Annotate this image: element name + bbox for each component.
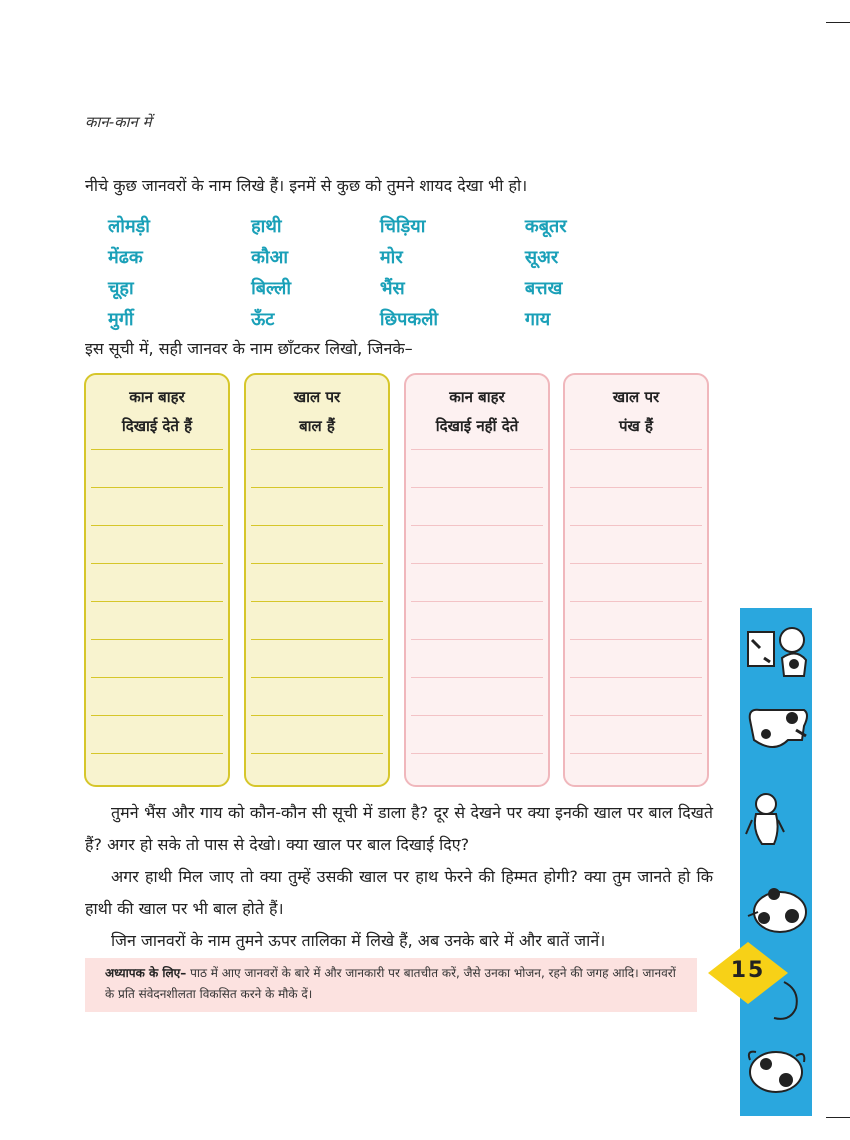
animal-row <box>108 303 668 334</box>
writing-line[interactable] <box>411 639 543 640</box>
animal-row <box>108 241 668 272</box>
writing-line[interactable] <box>411 753 543 754</box>
column-header: खाल पर बाल हैं <box>293 388 341 435</box>
writing-line[interactable] <box>570 601 702 602</box>
writing-line[interactable] <box>91 525 223 526</box>
animal-name: कौआ <box>251 246 288 268</box>
animal-row <box>108 272 668 303</box>
writing-line[interactable] <box>411 677 543 678</box>
writing-line[interactable] <box>251 639 383 640</box>
teacher-note <box>85 958 697 1012</box>
paragraph-3: जिन जानवरों के नाम तुमने ऊपर तालिका में लिखे हैं, अब उनके बारे में और बातें जानें। <box>111 931 606 950</box>
writing-line[interactable] <box>570 715 702 716</box>
writing-line[interactable] <box>91 449 223 450</box>
animal-name: चूहा <box>108 277 134 299</box>
column-ears-not-visible <box>404 373 550 787</box>
writing-line[interactable] <box>91 753 223 754</box>
animal-name: छिपकली <box>379 308 439 330</box>
chapter-title: कान-कान में <box>85 113 152 131</box>
cow-doodle-icon <box>744 700 810 762</box>
writing-line[interactable] <box>251 677 383 678</box>
animal-name: कबूतर <box>524 215 567 237</box>
cow-doodle-icon <box>744 618 810 680</box>
cow-doodle-icon <box>744 1040 810 1102</box>
writing-line[interactable] <box>251 449 383 450</box>
writing-line[interactable] <box>411 601 543 602</box>
writing-line[interactable] <box>411 525 543 526</box>
writing-line[interactable] <box>251 525 383 526</box>
column-feathers-on-skin <box>563 373 709 787</box>
animal-name: हाथी <box>251 215 282 237</box>
animal-name: भैंस <box>379 277 405 299</box>
animal-name: बत्तख <box>524 277 563 299</box>
writing-line[interactable] <box>411 449 543 450</box>
writing-line[interactable] <box>570 487 702 488</box>
paragraph-1: तुमने भैंस और गाय को कौन-कौन सी सूची में डाला है? दूर से देखने पर क्या इनकी खाल पर बाल दिखते हैं? अगर हो सके तो पास से देखो। क्या खाल पर बाल दिखाई दिए? <box>85 803 713 854</box>
teacher-note-text: पाठ में आए जानवरों के बारे में और जानकारी पर बातचीत करें, जैसे उनका भोजन, रहने की जगह आदि। जानवरों के प्रति संवेदनशीलता विकसित करने के मौके दें। <box>105 966 676 1001</box>
writing-line[interactable] <box>251 487 383 488</box>
writing-line[interactable] <box>570 525 702 526</box>
crop-mark-top <box>826 22 850 23</box>
column-ears-visible <box>84 373 230 787</box>
crop-mark-bottom <box>826 1117 850 1118</box>
writing-line[interactable] <box>91 677 223 678</box>
cow-doodle-icon <box>744 790 810 852</box>
instruction-text: इस सूची में, सही जानवर के नाम छाँटकर लिखो, जिनके– <box>85 339 413 358</box>
animal-grid <box>108 210 668 334</box>
column-header: कान बाहर दिखाई देते हैं <box>121 388 193 435</box>
writing-line[interactable] <box>570 449 702 450</box>
writing-line[interactable] <box>251 753 383 754</box>
animal-name: गाय <box>524 308 551 330</box>
animal-name: मेंढक <box>108 246 143 268</box>
animal-name: चिड़िया <box>379 215 426 237</box>
writing-line[interactable] <box>251 715 383 716</box>
cow-doodle-icon <box>744 876 810 938</box>
writing-line[interactable] <box>91 715 223 716</box>
writing-line[interactable] <box>570 677 702 678</box>
animal-name: बिल्ली <box>251 277 292 299</box>
writing-line[interactable] <box>411 715 543 716</box>
intro-text: नीचे कुछ जानवरों के नाम लिखे हैं। इनमें से कुछ को तुमने शायद देखा भी हो। <box>85 176 528 195</box>
writing-line[interactable] <box>91 601 223 602</box>
animal-name: सूअर <box>524 246 559 268</box>
column-header: खाल पर पंख हैं <box>612 388 660 435</box>
writing-line[interactable] <box>570 753 702 754</box>
writing-line[interactable] <box>570 563 702 564</box>
animal-name: मुर्गी <box>108 308 134 330</box>
page-number: 15 <box>730 958 766 983</box>
animal-name: मोर <box>379 246 403 268</box>
column-hair-on-skin <box>244 373 390 787</box>
writing-line[interactable] <box>91 563 223 564</box>
teacher-note-label: अध्यापक के लिए– <box>105 966 187 980</box>
writing-line[interactable] <box>251 563 383 564</box>
writing-line[interactable] <box>411 487 543 488</box>
animal-name: लोमड़ी <box>108 215 150 237</box>
column-header: कान बाहर दिखाई नहीं देते <box>435 388 519 435</box>
writing-line[interactable] <box>91 487 223 488</box>
writing-line[interactable] <box>91 639 223 640</box>
animal-name: ऊँट <box>251 308 275 330</box>
writing-line[interactable] <box>411 563 543 564</box>
writing-line[interactable] <box>570 639 702 640</box>
writing-line[interactable] <box>251 601 383 602</box>
paragraph-2: अगर हाथी मिल जाए तो क्या तुम्हें उसकी खाल पर हाथ फेरने की हिम्मत होगी? क्या तुम जानते हो कि हाथी की खाल पर भी बाल होते हैं। <box>85 867 713 918</box>
animal-row <box>108 210 668 241</box>
